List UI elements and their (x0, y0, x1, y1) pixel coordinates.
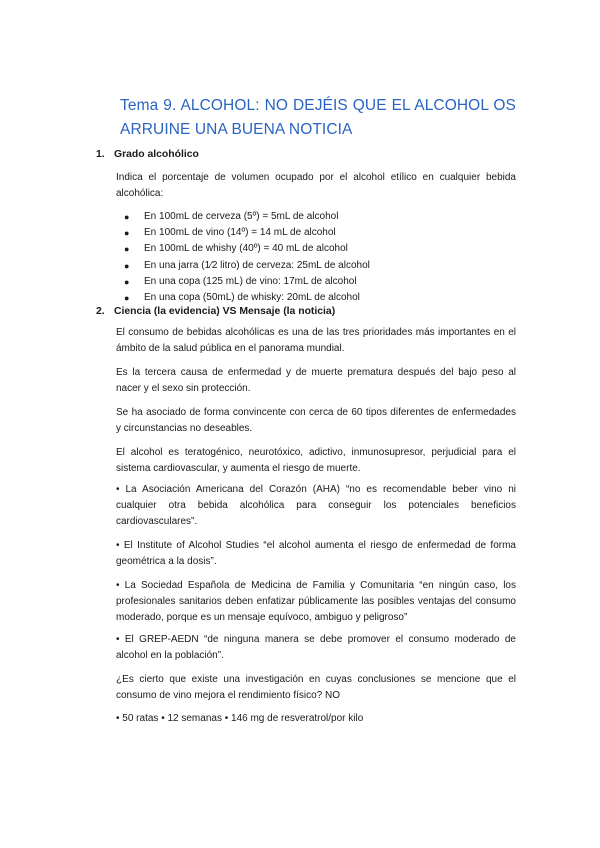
paragraph: El consumo de bebidas alcohólicas es una de las tres prioridades más importantes en el ámbito de la salud pública en el panorama mundial. (116, 327, 516, 354)
quote-ias: • El Institute of Alcohol Studies “el alcohol aumenta el riesgo de enfermedad de forma geométrica a la dosis”. (116, 540, 516, 567)
list-item: ● En una copa (125 mL) de vino: 17mL de alcohol (124, 274, 370, 290)
bullet-icon: ● (124, 292, 130, 303)
section-2-number: 2. (96, 306, 105, 317)
list-item: ● En 100mL de cerveza (5º) = 5mL de alcohol (124, 209, 370, 225)
question-paragraph: ¿Es cierto que existe una investigación en cuyas conclusiones se mencione que el consumo de vino mejora el rendimiento físico? NO (116, 674, 516, 701)
bullet-icon: ● (124, 228, 130, 239)
list-item: ● En una jarra (1⁄2 litro) de cerveza: 25mL de alcohol (124, 258, 370, 274)
study-details: • 50 ratas • 12 semanas • 146 mg de resveratrol/por kilo (116, 713, 364, 724)
page-title: Tema 9. ALCOHOL: NO DEJÉIS QUE EL ALCOHOL OS ARRUINE UNA BUENA NOTICIA (120, 97, 516, 138)
bullet-icon: ● (124, 244, 130, 255)
paragraph: El alcohol es teratogénico, neurotóxico, adictivo, inmunosupresor, perjudicial para el sistema cardiovascular, y aumenta el riesgo de muerte. (116, 447, 516, 474)
quote-semfyc: • La Sociedad Española de Medicina de Familia y Comunitaria “en ningún caso, los profesionales sanitarios deben enfatizar públicamente las posibles ventajas del consumo moderado, porque es un mensaje equívoco, ambiguo y peligroso” (116, 580, 516, 623)
list-item: ● En una copa (50mL) de whisky: 20mL de alcohol (124, 290, 370, 306)
paragraph: Se ha asociado de forma convincente con cerca de 60 tipos diferentes de enfermedades y circunstancias no deseables. (116, 407, 516, 434)
bullet-icon: ● (124, 276, 130, 287)
list-item: ● En 100mL de whishy (40º) = 40 mL de alcohol (124, 241, 370, 257)
bullet-icon: ● (124, 260, 130, 271)
section-1-title: Grado alcohólico (114, 149, 199, 160)
quote-aha: • La Asociación Americana del Corazón (AHA) “no es recomendable beber vino ni cualquier otra bebida alcohólica para conseguir los potenciales beneficios cardiovasculares”. (116, 484, 516, 527)
section-1-intro: Indica el porcentaje de volumen ocupado por el alcohol etílico en cualquier bebida alcohólica: (116, 172, 516, 199)
alcohol-volume-list (124, 209, 370, 306)
section-2-title: Ciencia (la evidencia) VS Mensaje (la noticia) (114, 306, 336, 317)
list-item: ● En 100mL de vino (14º) = 14 mL de alcohol (124, 225, 370, 241)
section-1-heading (96, 148, 199, 162)
bullet-icon: ● (124, 212, 130, 222)
paragraph: Es la tercera causa de enfermedad y de muerte prematura después del bajo peso al nacer y el sexo sin protección. (116, 367, 516, 394)
section-1-number: 1. (96, 149, 105, 160)
section-2-heading (96, 305, 335, 319)
quote-grep-aedn: • El GREP-AEDN “de ninguna manera se debe promover el consumo moderado de alcohol en la población”. (116, 634, 516, 661)
